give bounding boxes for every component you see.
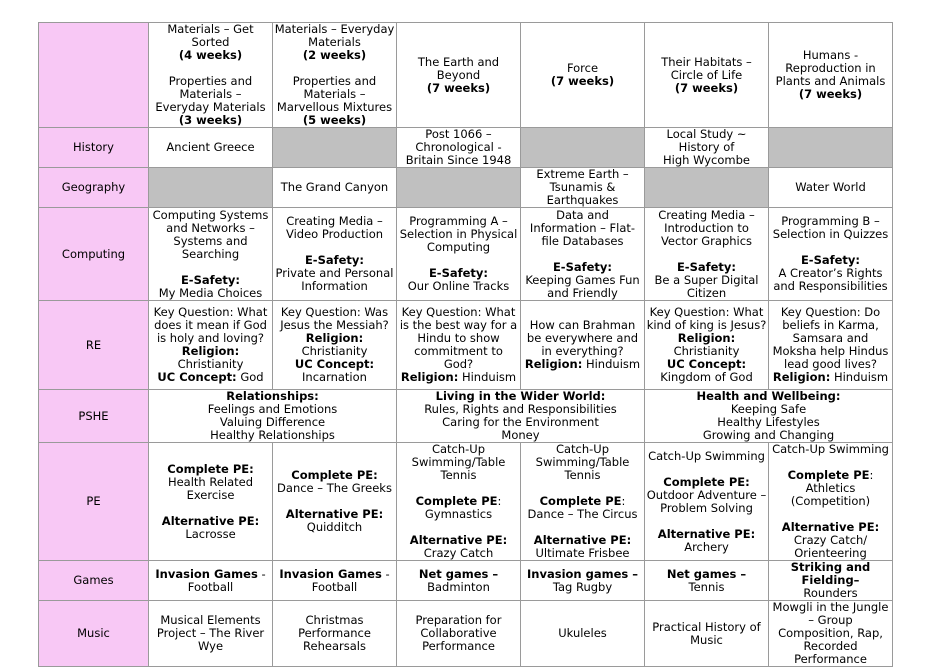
science-cell-1: Materials – Get Sorted (4 weeks) Properties and Materials – Everyday Materials (3 weeks) — [149, 23, 273, 128]
pe-cell-2: Complete PE: Dance – The Greeks Alternative PE: Quidditch — [273, 443, 397, 561]
table-row-science — [39, 23, 893, 128]
table-row-pe — [39, 443, 893, 561]
pe-cell-5: Catch-Up Swimming Complete PE: Outdoor Adventure – Problem Solving Alternative PE: Archery — [645, 443, 769, 561]
geography-cell-4: Extreme Earth – Tsunamis & Earthquakes — [521, 168, 645, 208]
re-cell-5: Key Question: What kind of king is Jesus? Religion: Christianity UC Concept: Kingdom of God — [645, 301, 769, 390]
row-label-history: History — [39, 128, 149, 168]
row-label-geography: Geography — [39, 168, 149, 208]
geography-cell-3 — [397, 168, 521, 208]
history-cell-3: Post 1066 – Chronological - Britain Since 1948 — [397, 128, 521, 168]
history-cell-1: Ancient Greece — [149, 128, 273, 168]
games-cell-4: Invasion games – Tag Rugby — [521, 561, 645, 601]
re-cell-1: Key Question: What does it mean if God is holy and loving? Religion: Christianity UC Concept: God — [149, 301, 273, 390]
row-label-music: Music — [39, 601, 149, 667]
games-cell-3: Net games – Badminton — [397, 561, 521, 601]
history-cell-4 — [521, 128, 645, 168]
row-label-pshe: PSHE — [39, 390, 149, 443]
games-cell-5: Net games – Tennis — [645, 561, 769, 601]
table-row-computing — [39, 208, 893, 301]
pshe-cell-wider-world: Living in the Wider World: Rules, Rights and Responsibilities Caring for the Environment Money — [397, 390, 645, 443]
table-row-re — [39, 301, 893, 390]
row-label-re: RE — [39, 301, 149, 390]
history-cell-2 — [273, 128, 397, 168]
geography-cell-2: The Grand Canyon — [273, 168, 397, 208]
pshe-cell-relationships: Relationships: Feelings and Emotions Valuing Difference Healthy Relationships — [149, 390, 397, 443]
geography-cell-1 — [149, 168, 273, 208]
table-row-music — [39, 601, 893, 667]
re-cell-2: Key Question: Was Jesus the Messiah? Religion: Christianity UC Concept: Incarnation — [273, 301, 397, 390]
geography-cell-5 — [645, 168, 769, 208]
computing-cell-1: Computing Systems and Networks – Systems and Searching E-Safety: My Media Choices — [149, 208, 273, 301]
pshe-cell-health: Health and Wellbeing: Keeping Safe Healthy Lifestyles Growing and Changing — [645, 390, 893, 443]
pe-cell-4: Catch-Up Swimming/Table Tennis Complete PE: Dance – The Circus Alternative PE: Ultimate Frisbee — [521, 443, 645, 561]
music-cell-2: Christmas Performance Rehearsals — [273, 601, 397, 667]
re-cell-3: Key Question: What is the best way for a Hindu to show commitment to God? Religion: Hinduism — [397, 301, 521, 390]
table-row-history — [39, 128, 893, 168]
history-cell-5: Local Study ~ History of High Wycombe — [645, 128, 769, 168]
row-label-computing: Computing — [39, 208, 149, 301]
curriculum-table — [38, 22, 893, 667]
science-cell-2: Materials – Everyday Materials (2 weeks) Properties and Materials – Marvellous Mixtures (5 weeks) — [273, 23, 397, 128]
table-row-games — [39, 561, 893, 601]
computing-cell-4: Data and Information – Flat- file Databases E-Safety: Keeping Games Fun and Friendly — [521, 208, 645, 301]
table-row-geography — [39, 168, 893, 208]
science-cell-6: Humans - Reproduction in Plants and Animals (7 weeks) — [769, 23, 893, 128]
music-cell-1: Musical Elements Project – The River Wye — [149, 601, 273, 667]
science-cell-4: Force (7 weeks) — [521, 23, 645, 128]
corner-cell — [39, 23, 149, 128]
computing-cell-3: Programming A – Selection in Physical Computing E-Safety: Our Online Tracks — [397, 208, 521, 301]
games-cell-6: Striking and Fielding– Rounders — [769, 561, 893, 601]
music-cell-3: Preparation for Collaborative Performance — [397, 601, 521, 667]
computing-cell-6: Programming B – Selection in Quizzes E-Safety: A Creator’s Rights and Responsibilities — [769, 208, 893, 301]
computing-cell-5: Creating Media – Introduction to Vector Graphics E-Safety: Be a Super Digital Citizen — [645, 208, 769, 301]
row-label-games: Games — [39, 561, 149, 601]
geography-cell-6: Water World — [769, 168, 893, 208]
pe-cell-3: Catch-Up Swimming/Table Tennis Complete PE: Gymnastics Alternative PE: Crazy Catch — [397, 443, 521, 561]
pe-cell-1: Complete PE: Health Related Exercise Alternative PE: Lacrosse — [149, 443, 273, 561]
re-cell-4: How can Brahman be everywhere and in everything? Religion: Hinduism — [521, 301, 645, 390]
row-label-pe: PE — [39, 443, 149, 561]
music-cell-6: Mowgli in the Jungle – Group Composition, Rap, Recorded Performance — [769, 601, 893, 667]
computing-cell-2: Creating Media – Video Production E-Safety: Private and Personal Information — [273, 208, 397, 301]
music-cell-5: Practical History of Music — [645, 601, 769, 667]
history-cell-6 — [769, 128, 893, 168]
pe-cell-6: Catch-Up Swimming Complete PE: Athletics (Competition) Alternative PE: Crazy Catch/ Orienteering — [769, 443, 893, 561]
re-cell-6: Key Question: Do beliefs in Karma, Samsara and Moksha help Hindus lead good lives? Religion: Hinduism — [769, 301, 893, 390]
games-cell-1: Invasion Games - Football — [149, 561, 273, 601]
science-cell-3: The Earth and Beyond (7 weeks) — [397, 23, 521, 128]
games-cell-2: Invasion Games - Football — [273, 561, 397, 601]
science-cell-5: Their Habitats – Circle of Life (7 weeks) — [645, 23, 769, 128]
music-cell-4: Ukuleles — [521, 601, 645, 667]
table-row-pshe — [39, 390, 893, 443]
